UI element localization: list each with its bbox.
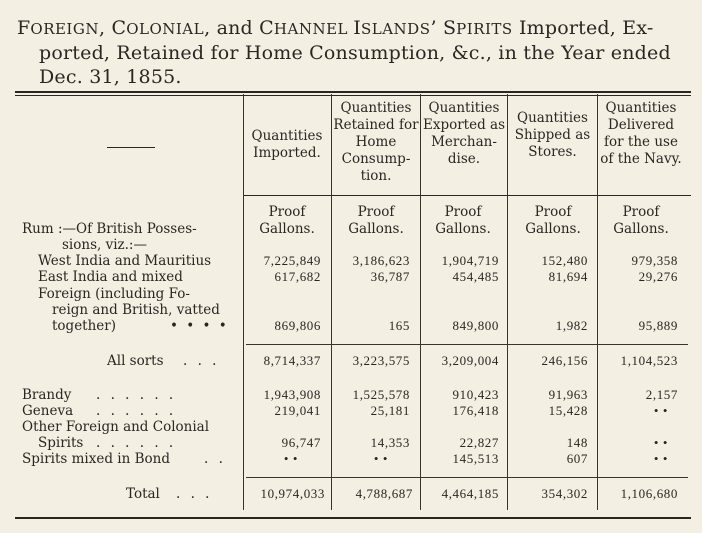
cell: 1,943,908 [263, 387, 321, 402]
cell: 2,157 [645, 387, 678, 402]
cell: 148 [566, 435, 588, 450]
bottom-rule [15, 517, 691, 519]
title-line-3: Dec. 31, 1855. [39, 66, 182, 88]
cell: • • [653, 451, 668, 466]
top-double-rule-a [15, 91, 691, 93]
column-divider [243, 94, 244, 510]
title-punct: ’ [430, 17, 443, 39]
row-label: Spirits mixed in Bond [22, 451, 170, 467]
header-bottom-rule [244, 195, 691, 196]
cell: 25,181 [370, 403, 410, 418]
row-label: Brandy [22, 387, 72, 403]
row-leader: . . [204, 451, 226, 467]
row-label: together) [52, 318, 117, 334]
cell: • • [653, 403, 668, 418]
cell: 454,485 [452, 269, 499, 284]
total-rule [246, 477, 688, 478]
subtotal-rule [246, 344, 688, 345]
unit-imported: Proof Gallons. [259, 204, 315, 237]
cell: 176,418 [452, 403, 499, 418]
cell: 91,963 [548, 387, 588, 402]
cell: 96,747 [281, 435, 321, 450]
title-punct: , [98, 17, 112, 39]
cell: 979,358 [631, 253, 678, 268]
column-divider [507, 94, 508, 510]
row-label: Rum :—Of British Posses- [22, 221, 197, 237]
header-imported: Quantities Imported. [251, 128, 323, 161]
cell: 22,827 [459, 435, 499, 450]
stub-header-dash [107, 147, 155, 148]
title-line-2: ported, Retained for Home Consumption, &c., in the Year ended [39, 42, 671, 64]
cell: 3,186,623 [352, 253, 410, 268]
row-leader: . . . [183, 353, 220, 369]
cell: 3,209,004 [441, 353, 499, 368]
column-divider [331, 94, 332, 510]
cell: 8,714,337 [263, 353, 321, 368]
title-word: SPIRITS [442, 17, 513, 39]
cell: 219,041 [274, 403, 321, 418]
row-label: All sorts [107, 353, 164, 369]
unit-stores: Proof Gallons. [525, 204, 581, 237]
row-label: West India and Mauritius [38, 253, 212, 269]
cell: • • [653, 435, 668, 450]
cell: 10,974,033 [260, 486, 325, 501]
row-label: Foreign (including Fo- [38, 286, 190, 302]
row-leader: . . . . . . [96, 403, 177, 419]
top-double-rule-b [15, 95, 691, 96]
cell: 36,787 [370, 269, 410, 284]
row-leader: . . . . . . [96, 435, 177, 451]
cell: 849,800 [452, 318, 499, 333]
cell: 81,694 [548, 269, 588, 284]
row-label: Spirits [38, 435, 84, 451]
cell: 3,223,575 [352, 353, 410, 368]
cell: 1,104,523 [620, 353, 678, 368]
title-line-1 [17, 16, 689, 41]
row-label: Geneva [22, 403, 74, 419]
title-word: COLONIAL [111, 17, 205, 39]
cell: 869,806 [274, 318, 321, 333]
row-label: sions, viz.:— [62, 237, 147, 253]
cell: 1,106,680 [620, 486, 678, 501]
cell: 4,464,185 [441, 486, 499, 501]
cell: 95,889 [638, 318, 678, 333]
column-divider [420, 94, 421, 510]
cell: 152,480 [541, 253, 588, 268]
title-word: FOREIGN [17, 17, 99, 39]
row-label: reign and British, vatted [52, 302, 220, 318]
cell: 354,302 [541, 486, 588, 501]
unit-retained: Proof Gallons. [348, 204, 404, 237]
cell: 607 [566, 451, 588, 466]
header-stores: Quantities Shipped as Stores. [514, 110, 591, 160]
cell: • • [283, 451, 298, 466]
cell: 1,904,719 [441, 253, 499, 268]
row-label: East India and mixed [38, 269, 183, 285]
unit-exported: Proof Gallons. [435, 204, 491, 237]
cell: 15,428 [548, 403, 588, 418]
row-label: Other Foreign and Colonial [22, 419, 210, 435]
column-divider [597, 94, 598, 510]
row-leader: . . . . . . [96, 387, 177, 403]
cell: • • [373, 451, 388, 466]
unit-navy: Proof Gallons. [613, 204, 669, 237]
cell: 165 [388, 318, 410, 333]
cell: 1,525,578 [352, 387, 410, 402]
table-title [17, 16, 689, 89]
row-leader: • • • • [170, 318, 229, 334]
cell: 1,982 [555, 318, 588, 333]
row-label: Total [126, 486, 160, 502]
cell: 910,423 [452, 387, 499, 402]
title-punct: , and [204, 17, 260, 39]
cell: 14,353 [370, 435, 410, 450]
title-rest: Imported, Ex- [512, 17, 654, 39]
cell: 4,788,687 [355, 486, 413, 501]
title-word: CHANNEL ISLANDS [259, 17, 431, 39]
cell: 145,513 [452, 451, 499, 466]
header-navy: Quantities Delivered for the use of the Navy. [600, 100, 682, 167]
header-retained: Quantities Retained for Home Consump- tion. [333, 100, 419, 184]
cell: 617,682 [274, 269, 321, 284]
cell: 246,156 [541, 353, 588, 368]
cell: 7,225,849 [263, 253, 321, 268]
cell: 29,276 [638, 269, 678, 284]
row-leader: . . . [176, 486, 213, 502]
header-exported: Quantities Exported as Merchan- dise. [422, 100, 505, 167]
